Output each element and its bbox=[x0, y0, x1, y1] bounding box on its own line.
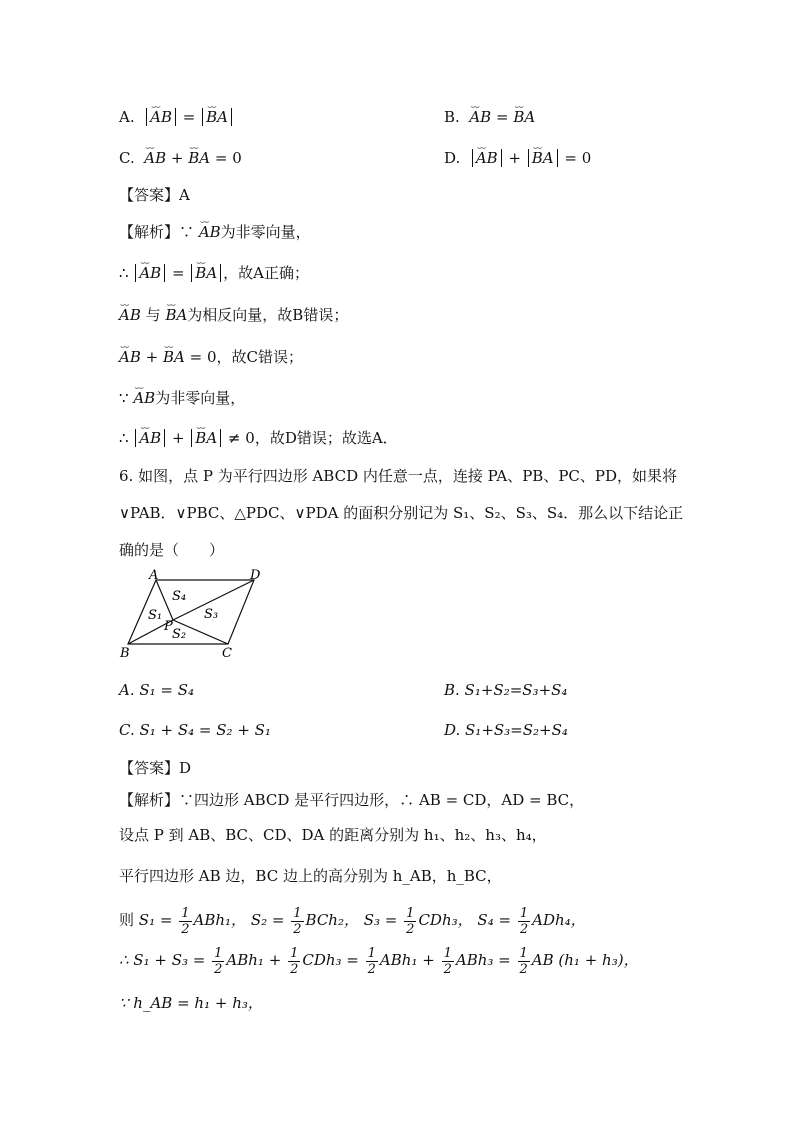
vector-ab: ⌣⌣ AB bbox=[133, 388, 155, 408]
abs-vector-ab: ⌣⌣ AB bbox=[135, 264, 165, 282]
therefore-symbol: ∴ bbox=[119, 264, 129, 282]
zero-value: 0 bbox=[206, 348, 217, 366]
abs-vector-ab: ⌣⌣ AB bbox=[472, 149, 502, 167]
fraction-half: $\frac{1}{2}$ bbox=[290, 945, 299, 977]
option-label: C. bbox=[119, 149, 135, 167]
q6-option-d: D. S₁+S₃=S₂+S₄ bbox=[444, 721, 568, 739]
solution-text: ABh₁ + bbox=[226, 951, 282, 969]
vector-ba: ⌣⌣ BA bbox=[163, 347, 185, 367]
q6-solution-line1: 【解析】∵四边形 ABCD 是平行四边形，∴ AB = CD，AD = BC， bbox=[119, 791, 585, 809]
solution-text: S₂ = bbox=[250, 911, 285, 929]
option-label: A. bbox=[119, 108, 135, 126]
analysis-text: 为非零向量， bbox=[155, 389, 246, 407]
abs-vector-ba: ⌣⌣ BA bbox=[528, 149, 558, 167]
q6-option-c: C. S₁ + S₄ = S₂ + S₁ bbox=[119, 721, 271, 739]
abs-vector-ab: ⌣⌣ AB bbox=[135, 429, 165, 447]
abs-vector-ba: ⌣⌣ BA bbox=[191, 429, 221, 447]
option-label: D. bbox=[444, 149, 461, 167]
vector-ab: ⌣⌣ AB bbox=[469, 107, 491, 127]
vector-ab: ⌣⌣ AB bbox=[119, 347, 141, 367]
vector-ab: ⌣⌣ AB bbox=[119, 305, 141, 325]
q6-stem-line1: 6. 如图，点 P 为平行四边形 ABCD 内任意一点，连接 PA、PB、PC、PD，如果将 bbox=[119, 467, 678, 485]
vector-ba: ⌣⌣ BA bbox=[188, 148, 210, 168]
q6-solution-line5 bbox=[119, 945, 639, 977]
q5-analysis-line5 bbox=[119, 388, 245, 408]
abs-vector-ba: ⌣⌣ BA bbox=[202, 108, 232, 126]
vector-ab: ⌣⌣ AB bbox=[144, 148, 166, 168]
solution-text: 则 bbox=[119, 911, 135, 929]
q5-answer: 【答案】A bbox=[119, 186, 190, 204]
solution-text: S₃ = bbox=[363, 911, 398, 929]
vertex-label-a: A bbox=[149, 568, 159, 583]
q5-option-b: B. ⌣⌣ AB = ⌣⌣ BA bbox=[444, 107, 535, 127]
area-label-s2: S₂ bbox=[172, 627, 187, 642]
q6-option-a: A. S₁ = S₄ bbox=[119, 681, 195, 699]
zero-value: 0 bbox=[232, 149, 242, 167]
area-label-s3: S₃ bbox=[204, 607, 219, 622]
q5-option-c: C. ⌣⌣ AB + ⌣⌣ BA = 0 bbox=[119, 148, 242, 168]
area-label-s1: S₁ bbox=[148, 608, 163, 623]
fraction-half: $\frac{1}{2}$ bbox=[519, 905, 529, 937]
vertex-label-d: D bbox=[250, 568, 261, 583]
solution-text: S₁ = bbox=[138, 911, 173, 929]
vector-ab: ⌣⌣ AB bbox=[199, 222, 221, 242]
analysis-head: 【解析】 bbox=[119, 223, 180, 241]
q6-solution-line3: 平行四边形 AB 边，BC 边上的高分别为 h_AB，h_BC， bbox=[119, 867, 502, 885]
fraction-half: $\frac{1}{2}$ bbox=[181, 905, 190, 937]
zero-value: 0 bbox=[581, 149, 592, 167]
q6-solution-line4 bbox=[119, 905, 586, 937]
solution-text: ABh₃ = bbox=[455, 951, 511, 969]
fraction-half: $\frac{1}{2}$ bbox=[406, 905, 415, 937]
analysis-text: 与 bbox=[145, 306, 161, 324]
vector-ba: ⌣⌣ BA bbox=[513, 107, 535, 127]
abs-vector-ba: ⌣⌣ BA bbox=[191, 264, 221, 282]
q5-analysis-line2: ∴ ⌣⌣ AB = ⌣⌣ BA ，故A正确； bbox=[119, 263, 309, 283]
fraction-half: $\frac{1}{2}$ bbox=[367, 945, 376, 977]
solution-text: CDh₃， bbox=[418, 911, 473, 929]
analysis-text: 为相反向量，故B错误； bbox=[187, 306, 349, 324]
q6-solution-line6: ∵ h_AB = h₁ + h₃， bbox=[119, 994, 263, 1012]
option-label: B. bbox=[444, 108, 460, 126]
because-symbol: ∵ bbox=[179, 223, 195, 241]
solution-text: S₄ = bbox=[477, 911, 512, 929]
solution-text: CDh₃ = bbox=[302, 951, 359, 969]
solution-text: ADh₄， bbox=[532, 911, 586, 929]
vertex-label-b: B bbox=[120, 646, 130, 661]
analysis-text: ，故C错误； bbox=[216, 348, 303, 366]
q6-stem-line2: ∨PAB．∨PBC、△PDC、∨PDA 的面积分别记为 S₁、S₂、S₃、S₄．那么以下结论正 bbox=[119, 504, 684, 522]
q6-option-b: B. S₁+S₂=S₃+S₄ bbox=[444, 681, 568, 699]
vector-ba: ⌣⌣ BA bbox=[165, 305, 187, 325]
solution-text: ABh₁， bbox=[193, 911, 247, 929]
fraction-half: $\frac{1}{2}$ bbox=[519, 945, 528, 977]
fraction-half: $\frac{1}{2}$ bbox=[443, 945, 452, 977]
solution-text: AB (h₁ + h₃)， bbox=[531, 951, 639, 969]
parallelogram-figure bbox=[116, 568, 276, 663]
because-symbol: ∵ bbox=[119, 389, 129, 407]
q5-option-d: D. ⌣⌣ AB + ⌣⌣ BA = 0 bbox=[444, 148, 591, 168]
q6-stem-line3: 确的是（ ） bbox=[119, 541, 225, 559]
area-label-s4: S₄ bbox=[172, 589, 187, 604]
q5-analysis-line1 bbox=[119, 222, 311, 242]
fraction-half: $\frac{1}{2}$ bbox=[214, 945, 223, 977]
therefore-symbol: ∴ bbox=[119, 429, 129, 447]
q5-analysis-line3 bbox=[119, 305, 348, 325]
analysis-text: ，故D错误；故选A． bbox=[254, 429, 398, 447]
q6-solution-line2: 设点 P 到 AB、BC、CD、DA 的距离分别为 h₁、h₂、h₃、h₄， bbox=[119, 826, 547, 844]
q5-analysis-line6: ∴ ⌣⌣ AB + ⌣⌣ BA ≠ 0，故D错误；故选A． bbox=[119, 428, 398, 448]
solution-text: ∴ S₁ + S₃ = bbox=[119, 951, 206, 969]
q5-analysis-line4: ⌣⌣ AB + ⌣⌣ BA = 0，故C错误； bbox=[119, 347, 303, 367]
vertex-label-c: C bbox=[222, 646, 232, 661]
solution-text: ABh₁ + bbox=[379, 951, 435, 969]
analysis-text: ，故A正确； bbox=[223, 264, 309, 282]
point-label-p: P bbox=[164, 619, 173, 634]
q5-option-a: A. ⌣⌣ AB = ⌣⌣ BA bbox=[119, 107, 234, 127]
fraction-half: $\frac{1}{2}$ bbox=[293, 905, 302, 937]
solution-text: BCh₂， bbox=[305, 911, 359, 929]
abs-vector-ab: ⌣⌣ AB bbox=[146, 108, 176, 126]
q6-answer: 【答案】D bbox=[119, 759, 192, 777]
analysis-text: 为非零向量， bbox=[220, 223, 311, 241]
